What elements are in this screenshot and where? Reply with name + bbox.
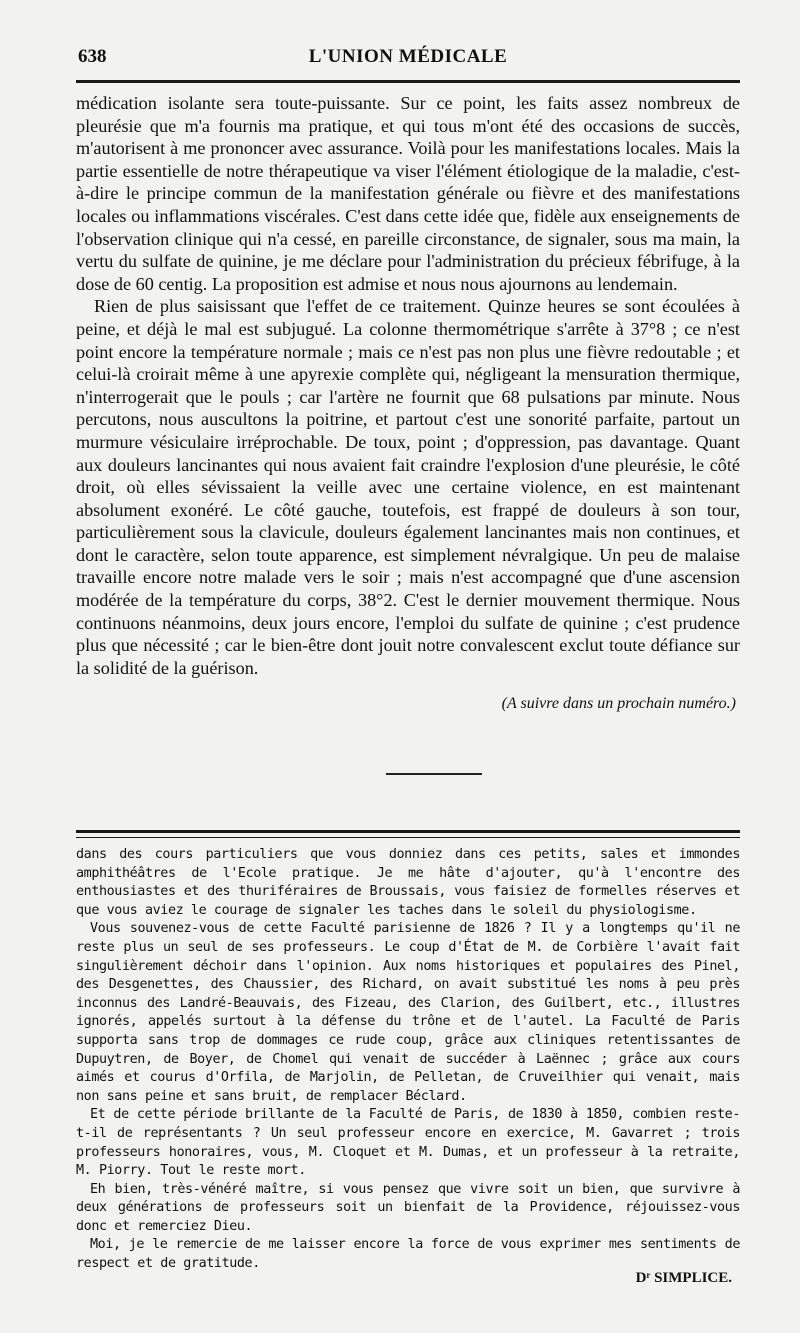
continuation-note: (A suivre dans un prochain numéro.) <box>501 695 736 712</box>
main-article <box>76 92 740 679</box>
page-number: 638 <box>78 46 107 67</box>
header-rule <box>76 80 740 83</box>
feuilleton-rule-thin <box>76 837 740 838</box>
feuilleton-paragraph-1: dans des cours particuliers que vous donniez dans ces petits, sales et immondes amphithéâtres de l'Ecole pratique. Je me hâte d'ajouter, qu'à l'encontre des enthousiastes et des thuriféraires de Broussais, vous faisiez de formelles réserves et que vous aviez le courage de signaler les taches dans le soleil du physiologisme. <box>76 847 740 918</box>
short-divider <box>386 773 482 775</box>
page-header <box>78 46 738 72</box>
feuilleton-paragraph-5: Moi, je le remercie de me laisser encore la force de vous exprimer mes sentiments de respect et de gratitude. <box>76 1237 740 1272</box>
running-title: L'UNION MÉDICALE <box>308 46 508 67</box>
feuilleton-section <box>76 846 740 1274</box>
main-paragraph-1: médication isolante sera toute-puissante. Sur ce point, les faits assez nombreux de pleurésie que m'a fournis ma pratique, et qui tous m'ont été des occasions de succès, m'autorisent à me prononcer avec assurance. Voilà pour les manifestations locales. Mais la partie essentielle de notre thérapeutique va viser l'élément étiologique de la maladie, c'est-à-dire le principe commun de la manifestation générale ou fièvre et des manifestations locales ou inflammations viscérales. C'est dans cette idée que, fidèle aux enseignements de l'observation clinique qui n'a cessé, en pareille circonstance, de signaler, sous ma main, la vertu du sulfate de quinine, je me déclare pour l'administration du précieux fébrifuge, à la dose de 60 centig. La proposition est admise et nous nous ajournons au lendemain. <box>76 93 740 294</box>
author-signature: Dʳ SIMPLICE. <box>635 1270 732 1286</box>
feuilleton-paragraph-3: Et de cette période brillante de la Faculté de Paris, de 1830 à 1850, combien reste-t-il de représentants ? Un seul professeur encore en exercice, M. Gavarret ; trois professeurs honoraires, vous, M. Cloquet et M. Dumas, et un professeur à la retraite, M. Piorry. Tout le reste mort. <box>76 1107 740 1179</box>
feuilleton-paragraph-2: Vous souvenez-vous de cette Faculté parisienne de 1826 ? Il y a longtemps qu'il ne reste plus un seul de ses professeurs. Le coup d'État de M. de Corbière l'avait fait singulièrement déchoir dans l'opinion. Aux noms historiques et populaires des Pinel, des Desgenettes, des Chaussier, des Richard, on avait substitué les noms à peu près inconnus des Landré-Beauvais, des Fizeau, des Clarion, des Guilbert, etc., illustres ignorés, appelés surtout à la défense du trône et de l'autel. La Faculté de Paris supporta sans trop de dommages ce rude coup, grâce aux cliniques retentissantes de Dupuytren, de Boyer, de Chomel qui venait de succéder à Laënnec ; grâce aux cours aimés et courus d'Orfila, de Marjolin, de Pelletan, de Cruveilhier qui venait, mais non sans peine et sans bruit, de remplacer Béclard. <box>76 921 740 1104</box>
feuilleton-rule-thick <box>76 830 740 833</box>
feuilleton-paragraph-4: Eh bien, très-vénéré maître, si vous pensez que vivre soit un bien, que survivre à deux générations de professeurs soit un bienfait de la Providence, réjouissez-vous donc et remerciez Dieu. <box>76 1181 740 1234</box>
main-paragraph-2: Rien de plus saisissant que l'effet de ce traitement. Quinze heures se sont écoulées à peine, et déjà le mal est subjugué. La colonne thermométrique s'arrête à 37°8 ; ce n'est point encore la température normale ; mais ce n'est pas non plus une fièvre redoutable ; et celui-là croirait même à une apyrexie complète qui, négligeant la mensuration thermique, n'interrogerait que le pouls ; car l'artère ne fournit que 68 pulsations par minute. Nous percutons, nous auscultons la poitrine, et partout c'est une sonorité parfaite, partout un murmure vésiculaire irréprochable. De toux, point ; d'oppression, pas davantage. Quant aux douleurs lancinantes qui nous avaient fait craindre l'explosion d'une pleurésie, le côté droit, où elles sévissaient la veille avec une certaine violence, en est maintenant absolument exonéré. Le côté gauche, toutefois, est frappé de douleurs à son tour, particulièrement sous la clavicule, douleurs également lancinantes mais non continues, et dont le caractère, selon toute apparence, est simplement névralgique. Un peu de malaise travaille encore notre malade vers le soir ; mais n'est accompagné que d'une ascension modérée de la température du corps, 38°2. C'est le dernier mouvement thermique. Nous continuons néanmoins, deux jours encore, l'emploi du sulfate de quinine ; c'est prudence plus que nécessité ; car le bien-être dont jouit notre convalescent exclut toute défiance sur la solidité de la guérison. <box>76 296 740 678</box>
